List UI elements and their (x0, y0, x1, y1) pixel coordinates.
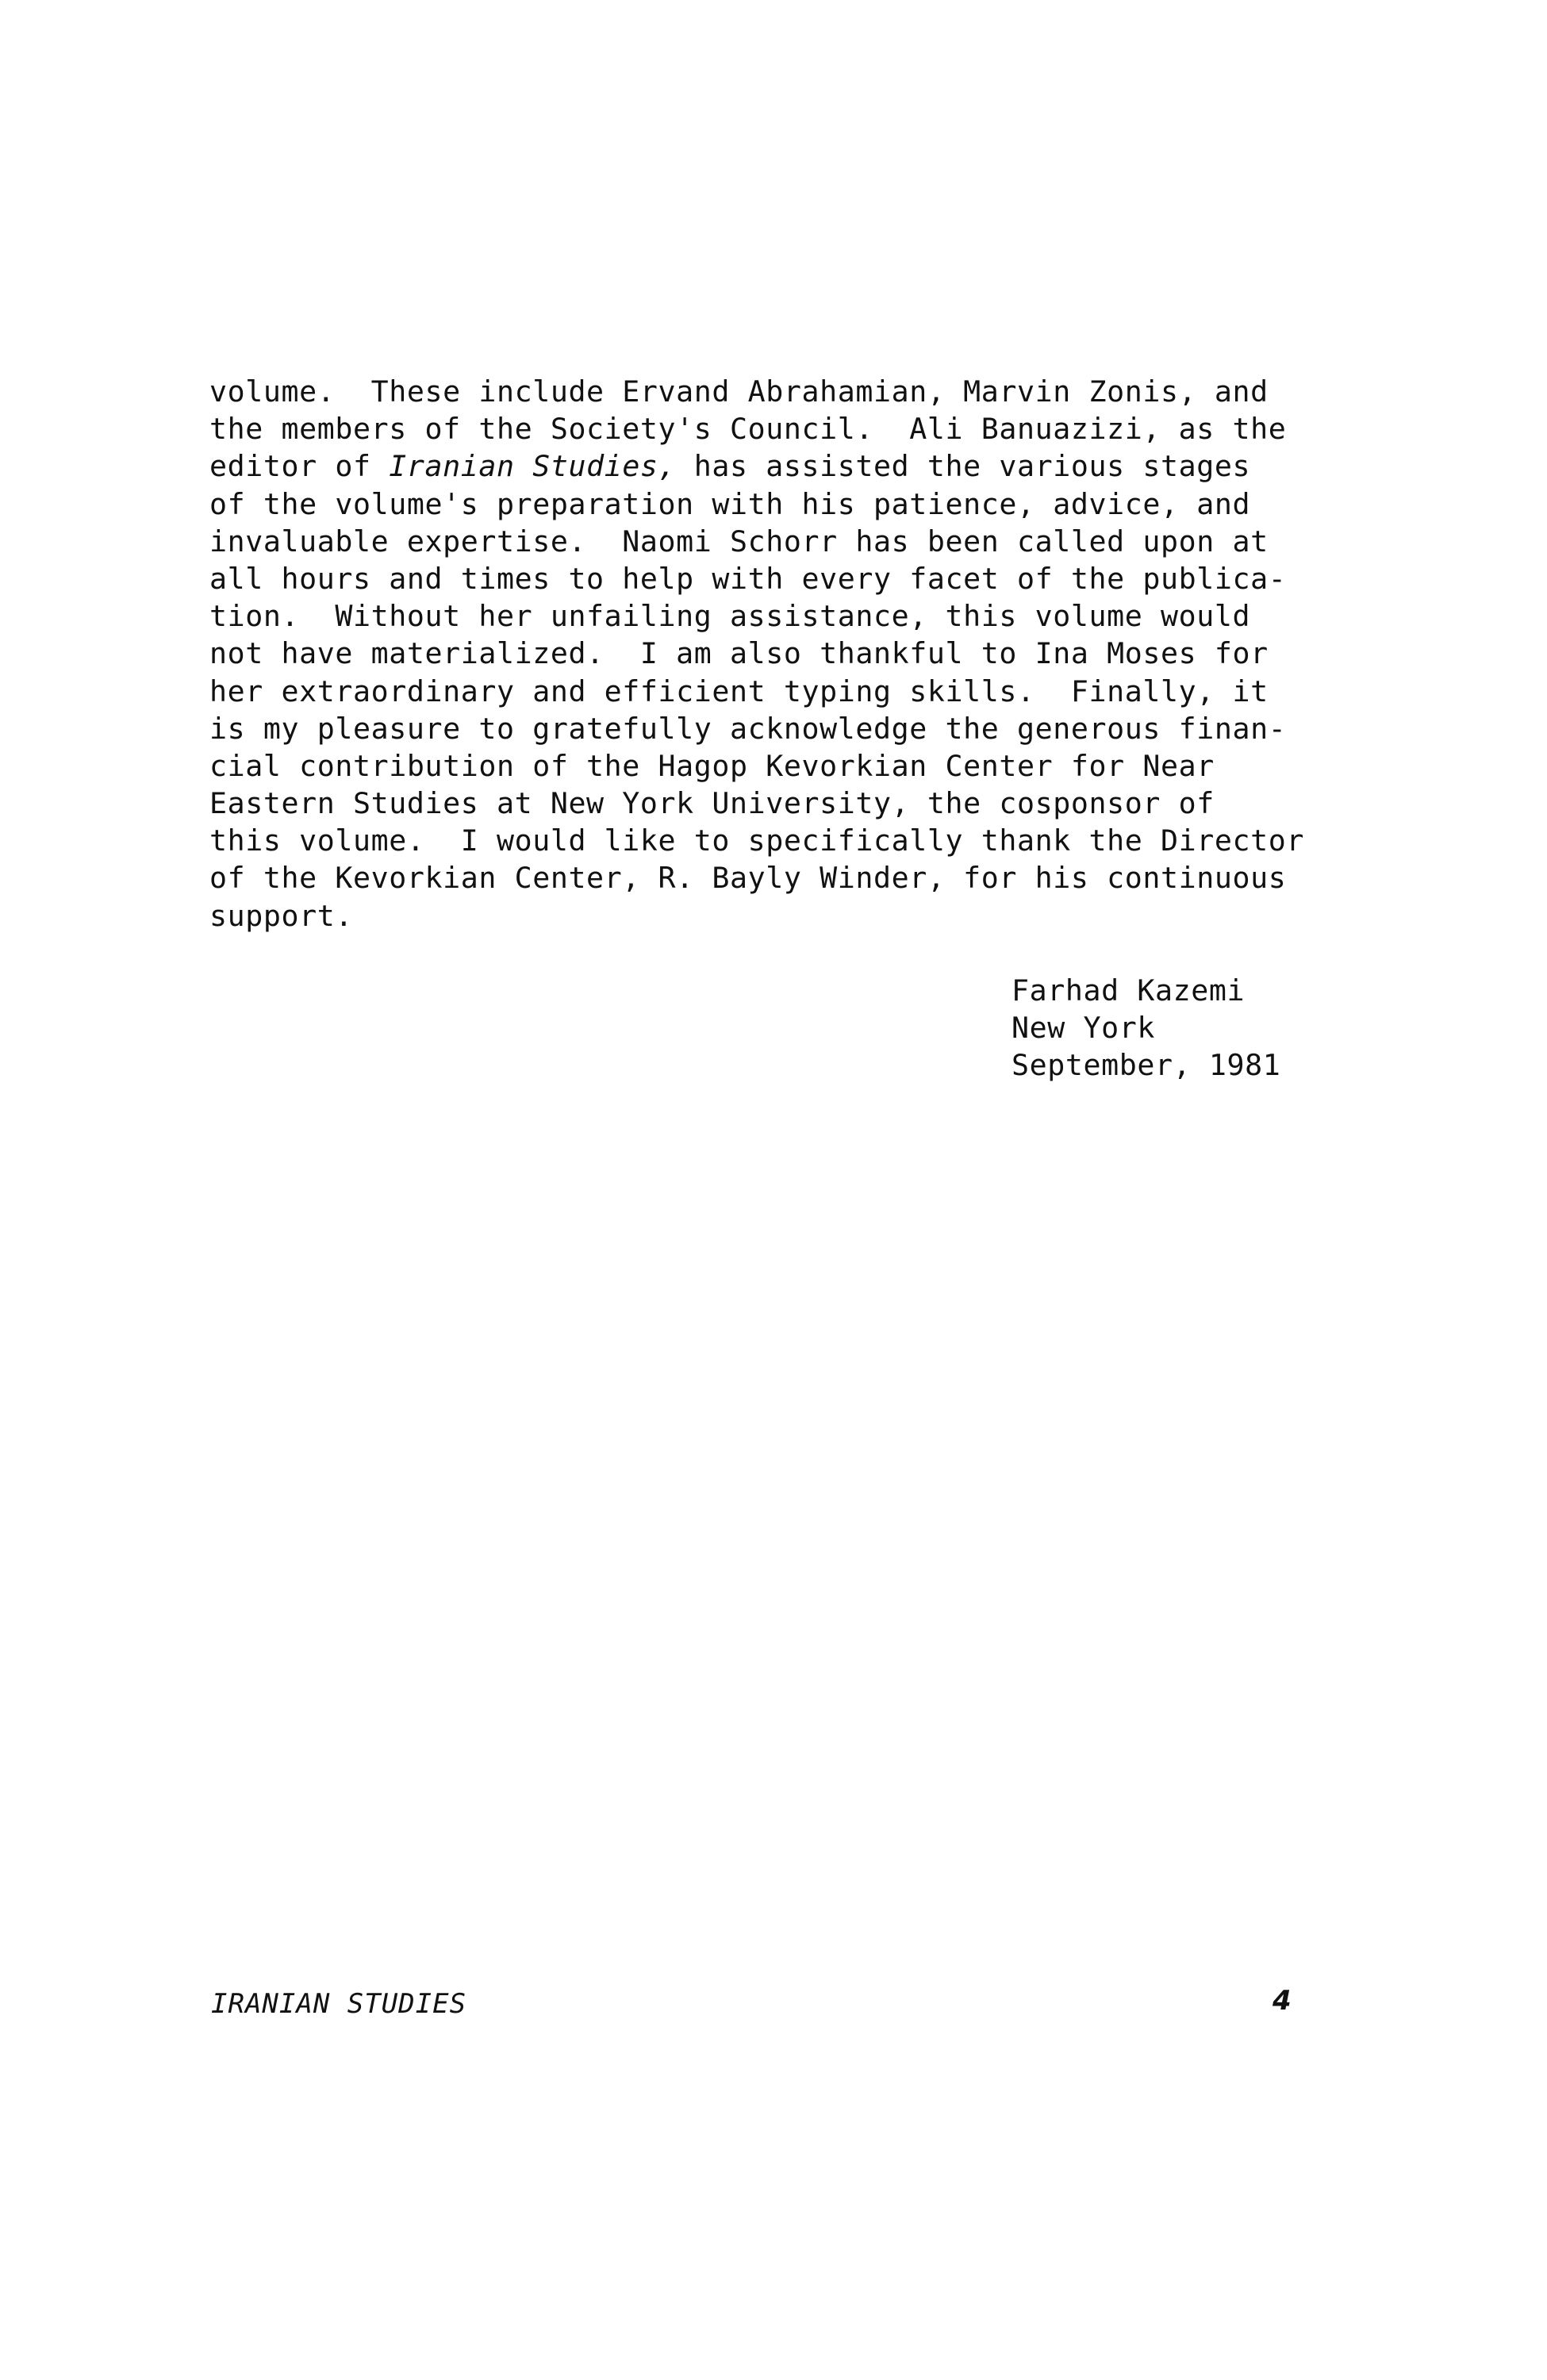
line-segment: editor of (209, 449, 390, 484)
paragraph-line: of the volume's preparation with his patience, advice, and (209, 486, 1251, 521)
paragraph-line: is my pleasure to gratefully acknowledge the generous finan- (209, 711, 1287, 746)
paragraph-line: the members of the Society's Council. Ali Banuazizi, as the (209, 412, 1287, 447)
paragraph-line: tion. Without her unfailing assistance, this volume would (209, 599, 1251, 634)
footer-journal-title: IRANIAN STUDIES (211, 1988, 467, 2020)
signature-name: Farhad Kazemi (1012, 973, 1246, 1008)
paragraph-line: this volume. I would like to specifically thank the Director (209, 823, 1304, 858)
paragraph-line: volume. These include Ervand Abrahamian, Marvin Zonis, and (209, 374, 1269, 409)
line-segment: has assisted the various stages (676, 449, 1251, 484)
page-number: 4 (1273, 1985, 1292, 2017)
signature-date: September, 1981 (1012, 1048, 1281, 1083)
paragraph-line (209, 447, 1360, 485)
paragraph-line: all hours and times to help with every facet of the publica- (209, 561, 1287, 596)
paragraph-line: Eastern Studies at New York University, the cosponsor of (209, 786, 1215, 821)
paragraph-line: cial contribution of the Hagop Kevorkian Center for Near (209, 748, 1215, 783)
paragraph-line: support. (209, 898, 353, 933)
paragraph-line: invaluable expertise. Naomi Schorr has been called upon at (209, 524, 1269, 559)
signature-block (1012, 972, 1280, 1084)
acknowledgments-paragraph (209, 373, 1360, 935)
paragraph-line: of the Kevorkian Center, R. Bayly Winder, for his continuous (209, 861, 1287, 896)
paragraph-line: not have materialized. I am also thankful to Ina Moses for (209, 636, 1269, 671)
paragraph-line: her extraordinary and efficient typing skills. Finally, it (209, 674, 1269, 708)
signature-place: New York (1012, 1011, 1155, 1046)
journal-title-italic: Iranian Studies, (389, 449, 677, 484)
